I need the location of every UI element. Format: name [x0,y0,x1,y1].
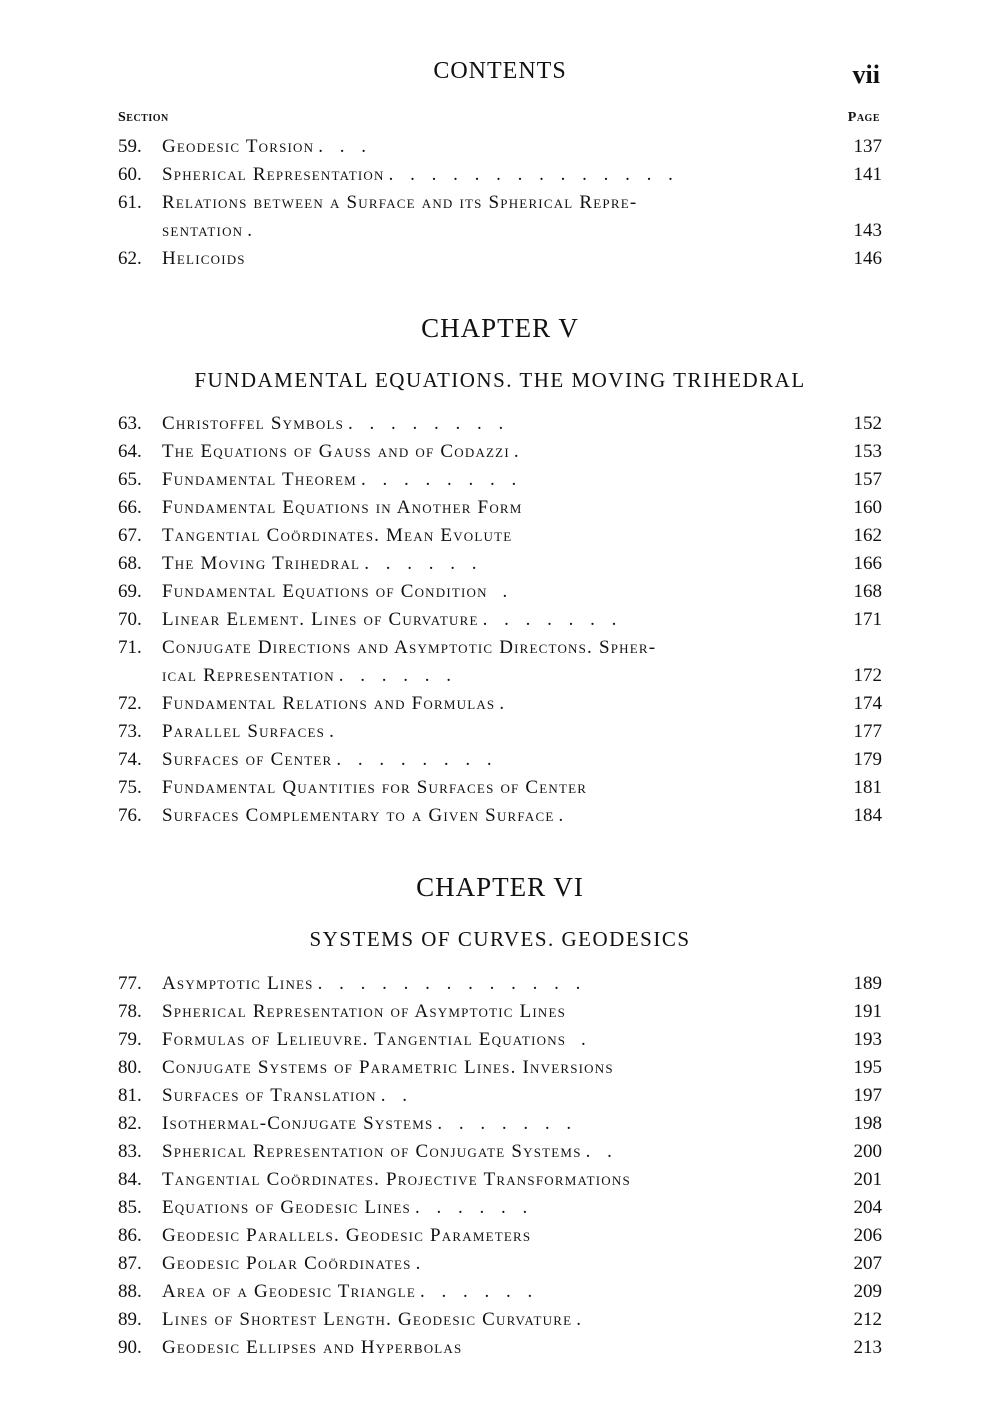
section-number: 77. [118,973,142,994]
page-reference: 174 [853,693,882,714]
toc-entry [118,1306,882,1334]
section-number: 74. [118,749,142,770]
page-title: CONTENTS [433,58,567,84]
toc-entry [118,550,882,578]
section-title [162,550,482,578]
leader-dots: . . . . . . [338,665,458,686]
section-number: 71. [118,637,142,658]
page-header [120,56,880,90]
leader-dots: . [491,581,514,602]
section-title [162,217,258,245]
toc-entry [118,1222,882,1250]
page-reference: 197 [853,1085,882,1106]
section-title-text: Area of a Geodesic Triangle [162,1281,417,1302]
leader-dots: . [558,805,570,826]
section-number: 60. [118,164,142,185]
page-reference: 181 [853,777,882,798]
chapter-5-entries [118,410,882,830]
section-number: 62. [118,248,142,269]
section-title-text: Tangential Coördinates. Mean Evolute [162,525,513,546]
section-title-text: Surfaces Complementary to a Given Surface [162,805,555,826]
section-number: 66. [118,497,142,518]
section-number: 90. [118,1337,142,1358]
section-number: 81. [118,1085,142,1106]
section-number: 87. [118,1253,142,1274]
toc-entry [118,1138,882,1166]
page-reference: 200 [853,1141,882,1162]
section-title-text: Lines of Shortest Length. Geodesic Curvature [162,1309,573,1330]
leader-dots: . . . [318,136,372,157]
section-title [162,578,513,606]
toc-entry [118,245,882,273]
section-title-text: Surfaces of Center [162,749,333,770]
chapter-5-heading: CHAPTER V [421,313,579,343]
leader-dots: . . . . . . . . [360,469,523,490]
leader-dots: . . . . . . . . [348,413,510,434]
page-number: vii [852,60,880,89]
section-number: 86. [118,1225,142,1246]
page-reference: 153 [853,441,882,462]
page-reference: 157 [853,469,882,490]
section-number: 85. [118,1197,142,1218]
section-number: 63. [118,413,142,434]
page-reference: 206 [853,1225,882,1246]
section-title [162,1194,533,1222]
section-number: 59. [118,136,142,157]
section-title-text: Spherical Representation of Conjugate Systems [162,1141,582,1162]
section-title-text: Spherical Representation of Asymptotic Lines [162,1001,567,1022]
page-reference: 177 [853,721,882,742]
section-title-text: Geodesic Polar Coördinates [162,1253,412,1274]
section-title-text: Geodesic Torsion [162,136,315,157]
page-reference: 152 [853,413,882,434]
leader-dots: . [513,441,525,462]
section-title [162,1334,466,1362]
page-column-header: Page [847,110,880,125]
section-title [162,410,509,438]
page-reference: 212 [853,1309,882,1330]
leader-dots: . . . . . . . . . . . . . . [388,164,679,185]
chapter-5-subtitle: FUNDAMENTAL EQUATIONS. THE MOVING TRIHEDRAL [194,368,806,392]
section-title-text: Geodesic Ellipses and Hyperbolas [162,1337,463,1358]
section-title [162,1306,587,1334]
leader-dots: . . . . . . . . [336,749,498,770]
section-number: 75. [118,777,142,798]
section-title [162,1166,635,1194]
page-reference: 168 [853,581,882,602]
page-reference: 191 [853,1001,882,1022]
page-reference: 171 [853,609,882,630]
section-title [162,1222,535,1250]
toc-entry [118,998,882,1026]
toc-entry [118,1334,882,1362]
page-reference: 143 [853,220,882,241]
leader-dots: . . . . . . [420,1281,539,1302]
page-reference: 204 [853,1197,882,1218]
section-title-text: Geodesic Parallels. Geodesic Parameters [162,1225,532,1246]
section-title [162,718,340,746]
section-title [162,466,522,494]
section-title-text: Christoffel Symbols [162,413,345,434]
section-title-text: Fundamental Equations of Condition [162,581,488,602]
section-column-header: Section [118,110,169,125]
section-number: 84. [118,1169,142,1190]
toc-entry [118,438,882,466]
section-number: 70. [118,609,142,630]
section-title-text: Formulas of Lelieuvre. Tangential Equations [162,1029,567,1050]
section-title [162,494,527,522]
toc-entry [118,746,882,774]
toc-entry [118,1250,882,1278]
toc-entry [118,217,882,245]
toc-entry [118,161,882,189]
section-number: 89. [118,1309,142,1330]
page-reference: 160 [853,497,882,518]
leader-dots: . . . . . . . [437,1113,578,1134]
section-title-text: Equations of Geodesic Lines [162,1197,411,1218]
section-title [162,998,570,1026]
section-number: 68. [118,553,142,574]
page-reference: 184 [853,805,882,826]
toc-entry [118,1110,882,1138]
leader-dots: . [415,1253,427,1274]
toc-entry [118,410,882,438]
toc-entry [118,522,882,550]
section-title-text: Asymptotic Lines [162,973,314,994]
toc-entry [118,133,882,161]
section-title [162,802,569,830]
section-number: 78. [118,1001,142,1022]
top-entries-list [118,133,882,273]
page-reference: 146 [853,248,882,269]
chapter-6-entries [118,970,882,1362]
section-title [162,438,525,466]
section-number: 69. [118,581,142,602]
toc-entry [118,494,882,522]
toc-entry [118,690,882,718]
page-reference: 137 [853,136,882,157]
section-title [162,634,660,662]
page-reference: 195 [853,1057,882,1078]
section-title-text: The Equations of Gauss and of Codazzi [162,441,510,462]
leader-dots: . [247,220,259,241]
section-title-text: Conjugate Directions and Asymptotic Directons. Spher- [162,637,657,658]
section-title [162,690,510,718]
section-title-text: Fundamental Quantities for Surfaces of Center [162,777,588,798]
section-title [162,133,372,161]
section-number: 67. [118,525,142,546]
section-title [162,245,250,273]
section-title-text: Surfaces of Translation [162,1085,377,1106]
section-title-text: Fundamental Equations in Another Form [162,497,523,518]
section-title-text: Fundamental Relations and Formulas [162,693,496,714]
section-title-text: Relations between a Surface and its Spherical Repre- [162,192,638,213]
section-title-text: Parallel Surfaces [162,721,326,742]
leader-dots: . . . . . . . . . . . . . [317,973,587,994]
section-title [162,1026,592,1054]
leader-dots: . . . . . . [364,553,483,574]
section-title [162,1250,426,1278]
section-number: 64. [118,441,142,462]
leader-dots: . [576,1309,588,1330]
section-number: 88. [118,1281,142,1302]
section-title-text: sentation [162,220,244,241]
page-reference: 172 [853,665,882,686]
page-reference: 162 [853,525,882,546]
page-reference: 201 [853,1169,882,1190]
section-number: 61. [118,192,142,213]
toc-entry [118,970,882,998]
section-title [162,1278,538,1306]
toc-entry [118,634,882,662]
toc-entry [118,1054,882,1082]
section-number: 72. [118,693,142,714]
section-title [162,1082,413,1110]
toc-entry [118,1166,882,1194]
section-title-text: Spherical Representation [162,164,385,185]
section-title [162,1138,618,1166]
section-title [162,1110,577,1138]
section-title-text: Linear Element. Lines of Curvature [162,609,479,630]
section-title [162,606,622,634]
section-title [162,970,586,998]
page-reference: 166 [853,553,882,574]
leader-dots: . . . . . . [414,1197,534,1218]
section-title [162,774,591,802]
section-number: 83. [118,1141,142,1162]
section-number: 65. [118,469,142,490]
section-title-text: The Moving Trihedral [162,553,361,574]
leader-dots: . [570,1029,592,1050]
section-number: 82. [118,1113,142,1134]
section-number: 80. [118,1057,142,1078]
toc-entry [118,1194,882,1222]
section-number: 79. [118,1029,142,1050]
page-reference: 189 [853,973,882,994]
toc-entry [118,802,882,830]
section-title [162,161,679,189]
toc-entry [118,774,882,802]
page-reference: 213 [853,1337,882,1358]
toc-entry [118,1278,882,1306]
section-number: 73. [118,721,142,742]
leader-dots: . [499,693,511,714]
toc-entry [118,1082,882,1110]
section-title-text: ical Representation [162,665,335,686]
toc-entry [118,578,882,606]
leader-dots: . . [585,1141,618,1162]
toc-entry [118,718,882,746]
section-number: 76. [118,805,142,826]
section-title [162,1054,618,1082]
section-title-text: Conjugate Systems of Parametric Lines. Inversions [162,1057,614,1078]
chapter-6-subtitle: SYSTEMS OF CURVES. GEODESICS [309,927,691,951]
chapter-6-heading: CHAPTER VI [416,872,584,902]
section-title-text: Fundamental Theorem [162,469,357,490]
section-title [162,662,457,690]
section-title [162,522,516,550]
section-title-text: Helicoids [162,248,246,269]
page-reference: 141 [853,164,882,185]
toc-entry [118,606,882,634]
toc-entry [118,662,882,690]
leader-dots: . [329,721,340,742]
section-title-text: Tangential Coördinates. Projective Transformations [162,1169,631,1190]
section-title [162,189,641,217]
toc-entry [118,1026,882,1054]
leader-dots: . . . . . . . [482,609,623,630]
page-reference: 209 [853,1281,882,1302]
page-reference: 179 [853,749,882,770]
leader-dots: . . [380,1085,413,1106]
page-reference: 198 [853,1113,882,1134]
section-title-text: Isothermal-Conjugate Systems [162,1113,434,1134]
page-reference: 207 [853,1253,882,1274]
toc-entry [118,466,882,494]
section-title [162,746,498,774]
toc-entry [118,189,882,217]
page-reference: 193 [853,1029,882,1050]
